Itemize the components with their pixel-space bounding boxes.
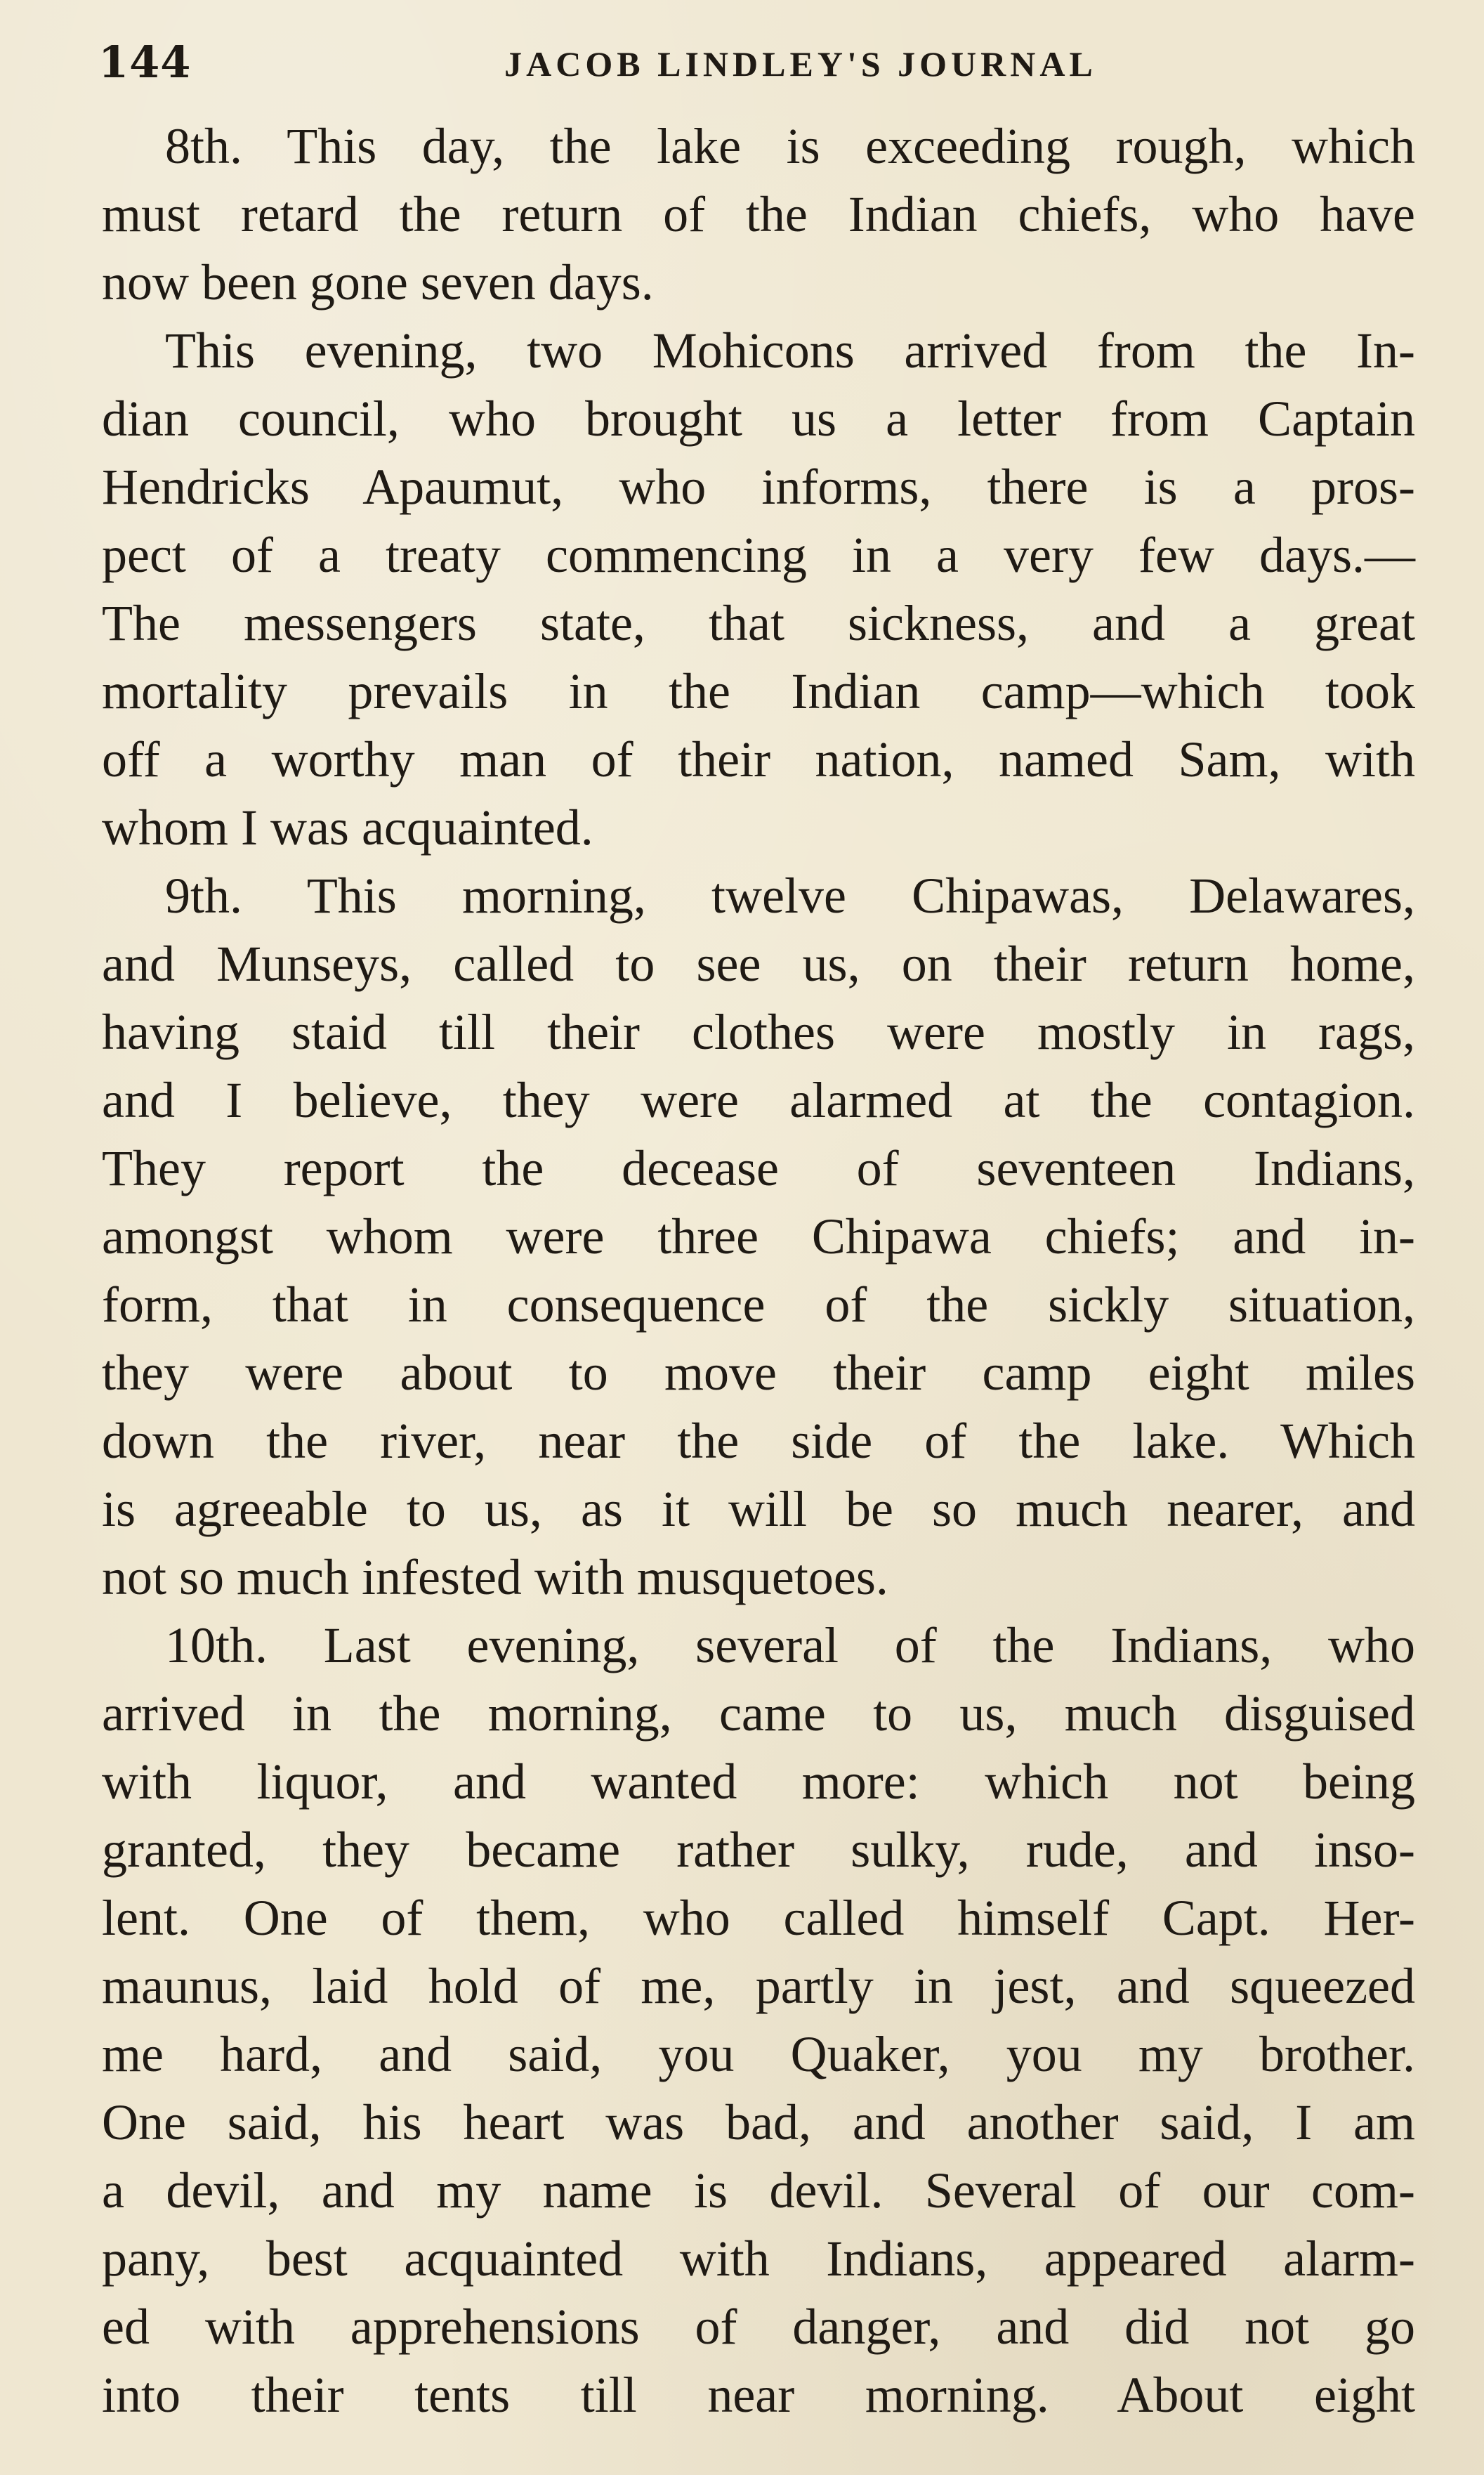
text-line: and I believe, they were alarmed at the contagion. [102, 1072, 1415, 1128]
text-line: with liquor, and wanted more: which not being [102, 1754, 1415, 1810]
running-head: JACOB LINDLEY'S JOURNAL [504, 44, 1097, 84]
text-line: Hendricks Apaumut, who informs, there is a pros- [102, 459, 1415, 515]
text-line: 9th. This morning, twelve Chipawas, Delawares, [165, 868, 1415, 924]
text-line: The messengers state, that sickness, and a great [102, 595, 1415, 651]
text-line: having staid till their clothes were mostly in rags, [102, 1004, 1415, 1060]
text-line: lent. One of them, who called himself Capt. Her- [102, 1890, 1415, 1946]
text-line: form, that in consequence of the sickly situation, [102, 1276, 1415, 1333]
text-line: granted, they became rather sulky, rude, and inso- [102, 1822, 1415, 1878]
text-line: pany, best acquainted with Indians, appeared alarm- [102, 2231, 1415, 2287]
text-line: maunus, laid hold of me, partly in jest, and squeezed [102, 1958, 1415, 2014]
text-line: down the river, near the side of the lake. Which [102, 1413, 1415, 1469]
text-line: now been gone seven days. [102, 254, 654, 311]
journal-text-block [102, 112, 1415, 2429]
text-line: me hard, and said, you Quaker, you my brother. [102, 2026, 1415, 2082]
text-line: ed with apprehensions of danger, and did not go [102, 2299, 1415, 2355]
text-line: 8th. This day, the lake is exceeding rough, which [165, 118, 1415, 174]
text-line: pect of a treaty commencing in a very few days.— [102, 527, 1415, 583]
text-line: 10th. Last evening, several of the Indians, who [165, 1617, 1415, 1673]
text-line: is agreeable to us, as it will be so much nearer, and [102, 1481, 1415, 1537]
page-header [98, 37, 1405, 93]
text-line: and Munseys, called to see us, on their return home, [102, 936, 1415, 992]
text-line: into their tents till near morning. About eight [102, 2367, 1415, 2423]
text-line: off a worthy man of their nation, named Sam, with [102, 731, 1415, 788]
text-line: They report the decease of seventeen Indians, [102, 1140, 1415, 1196]
text-line: amongst whom were three Chipawa chiefs; and in- [102, 1208, 1415, 1265]
text-line: a devil, and my name is devil. Several of our com- [102, 2162, 1415, 2219]
text-line: they were about to move their camp eight miles [102, 1345, 1415, 1401]
text-line: arrived in the morning, came to us, much disguised [102, 1685, 1415, 1742]
text-line: mortality prevails in the Indian camp—which took [102, 663, 1415, 719]
text-line: must retard the return of the Indian chiefs, who have [102, 186, 1415, 242]
page-number: 144 [98, 37, 192, 88]
text-line: One said, his heart was bad, and another said, I am [102, 2094, 1415, 2150]
text-line: not so much infested with musquetoes. [102, 1549, 888, 1605]
text-line: dian council, who brought us a letter from Captain [102, 391, 1415, 447]
text-line: This evening, two Mohicons arrived from the In- [165, 322, 1415, 379]
text-line: whom I was acquainted. [102, 799, 593, 856]
